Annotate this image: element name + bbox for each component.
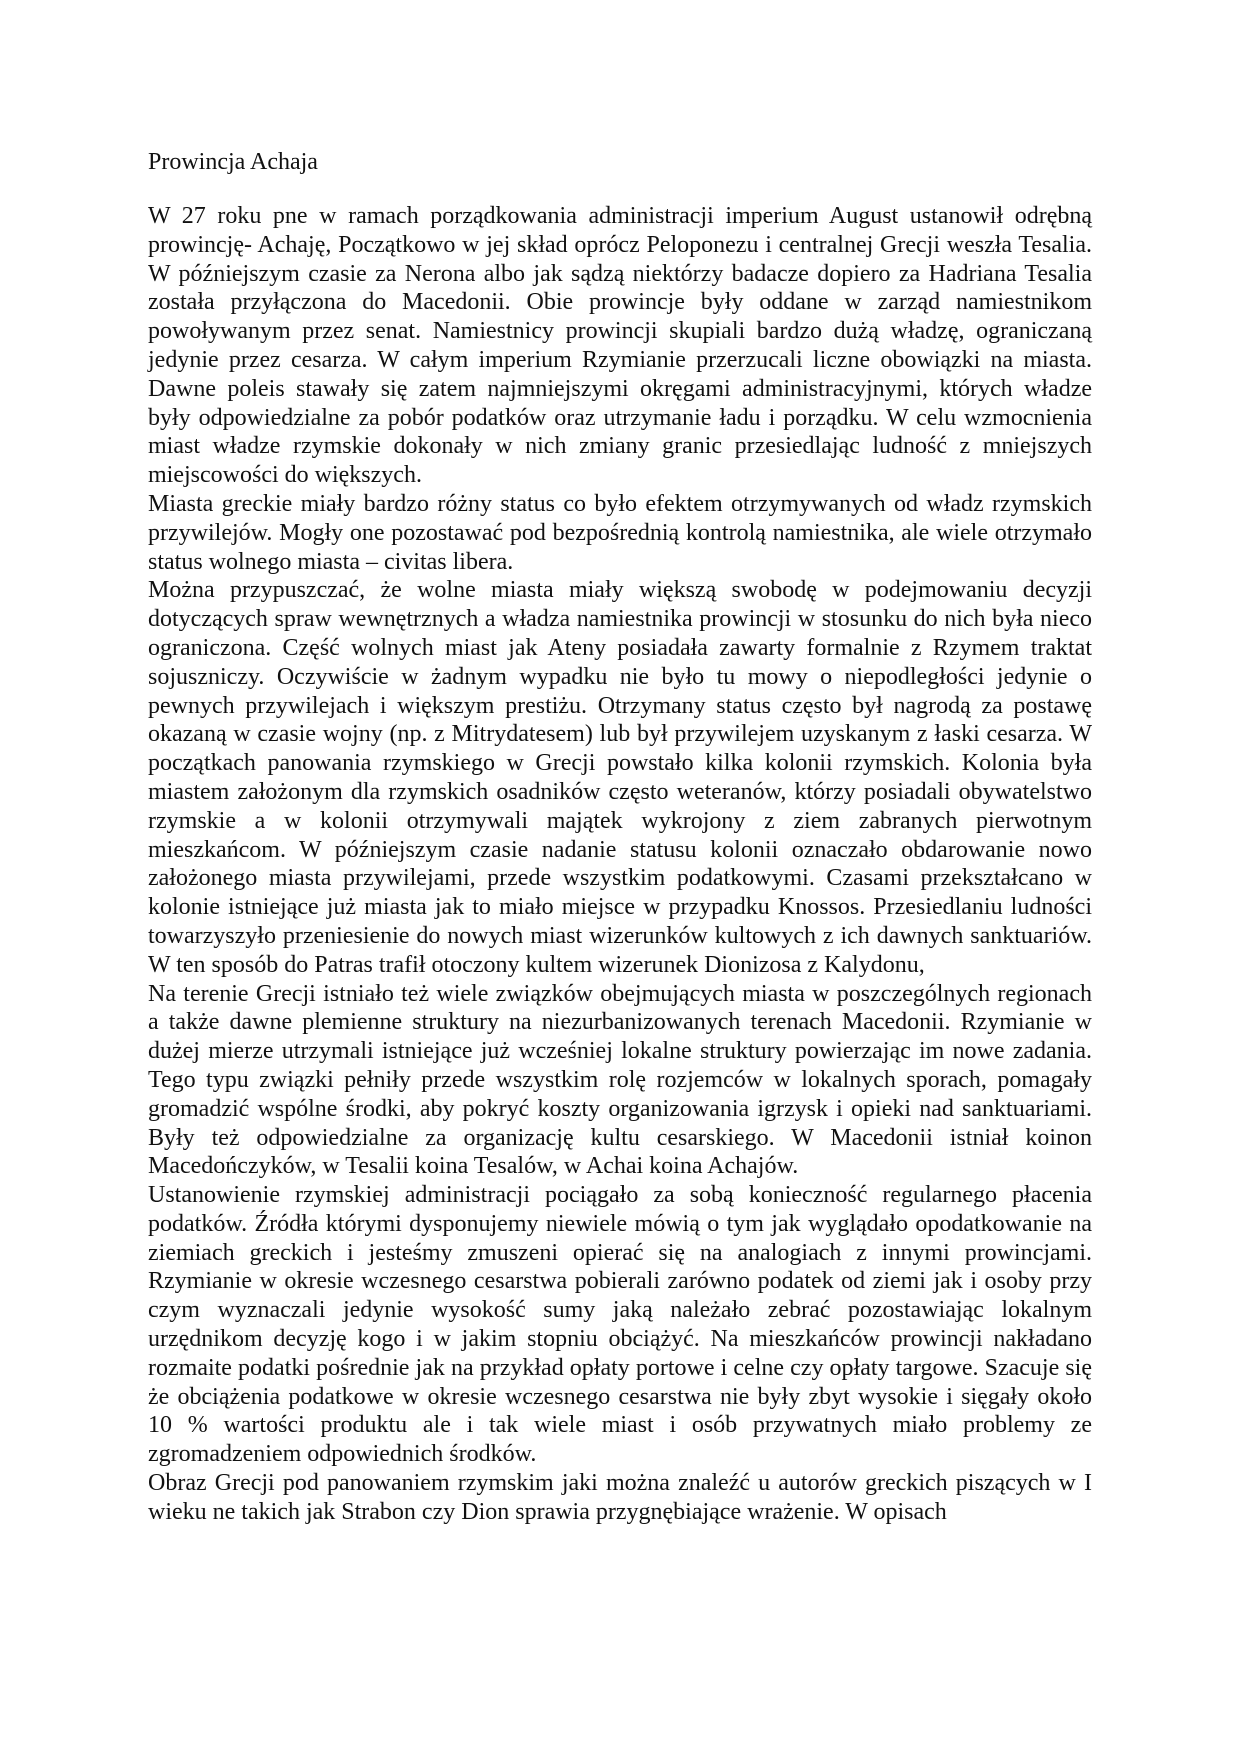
paragraph: W 27 roku pne w ramach porządkowania administracji imperium August ustanowił odrębną prowincję- Achaję, Początkowo w jej skład oprócz Peloponezu i centralnej Grecji weszła Tesalia. W późniejszym czasie za Nerona albo jak sądzą niektórzy badacze dopiero za Hadriana Tesalia została przyłączona do Macedonii. Obie prowincje były oddane w zarząd namiestnikom powoływanym przez senat. Namiestnicy prowincji skupiali bardzo dużą władzę, ograniczaną jedynie przez cesarza. W całym imperium Rzymianie przerzucali liczne obowiązki na miasta. Dawne poleis stawały się zatem najmniejszymi okręgami administracyjnymi, których władze były odpowiedzialne za pobór podatków oraz utrzymanie ładu i porządku. W celu wzmocnienia miast władze rzymskie dokonały w nich zmiany granic przesiedlając ludność z mniejszych miejscowości do większych. xyxy=(148,203,1092,489)
paragraph: Obraz Grecji pod panowaniem rzymskim jaki można znaleźć u autorów greckich piszących w I wieku ne takich jak Strabon czy Dion sprawia przygnębiające wrażenie. W opisach xyxy=(148,1470,1092,1525)
paragraph: Można przypuszczać, że wolne miasta miały większą swobodę w podejmowaniu decyzji dotyczących spraw wewnętrznych a władza namiestnika prowincji w stosunku do nich była nieco ograniczona. Część wolnych miast jak Ateny posiadała zawarty formalnie z Rzymem traktat sojuszniczy. Oczywiście w żadnym wypadku nie było tu mowy o niepodległości jedynie o pewnych przywilejach i większym prestiżu. Otrzymany status często był nagrodą za postawę okazaną w czasie wojny (np. z Mitrydatesem) lub był przywilejem uzyskanym z łaski cesarza. W początkach panowania rzymskiego w Grecji powstało kilka kolonii rzymskich. Kolonia była miastem założonym dla rzymskich osadników często weteranów, którzy posiadali obywatelstwo rzymskie a w kolonii otrzymywali majątek wykrojony z ziem zabranych pierwotnym mieszkańcom. W późniejszym czasie nadanie statusu kolonii oznaczało obdarowanie nowo założonego miasta przywilejami, przede wszystkim podatkowymi. Czasami przekształcano w kolonie istniejące już miasta jak to miało miejsce w przypadku Knossos. Przesiedlaniu ludności towarzyszyło przeniesienie do nowych miast wizerunków kultowych z ich dawnych sanktuariów. W ten sposób do Patras trafił otoczony kultem wizerunek Dionizosa z Kalydonu, xyxy=(148,577,1092,978)
paragraph: Ustanowienie rzymskiej administracji pociągało za sobą konieczność regularnego płacenia podatków. Źródła którymi dysponujemy niewiele mówią o tym jak wyglądało opodatkowanie na ziemiach greckich i jesteśmy zmuszeni opierać się na analogiach z innymi prowincjami. Rzymianie w okresie wczesnego cesarstwa pobierali zarówno podatek od ziemi jak i osoby przy czym wyznaczali jedynie wysokość sumy jaką należało zebrać pozostawiając lokalnym urzędnikom decyzję kogo i w jakim stopniu obciążyć. Na mieszkańców prowincji nakładano rozmaite podatki pośrednie jak na przykład opłaty portowe i celne czy opłaty targowe. Szacuje się że obciążenia podatkowe w okresie wczesnego cesarstwa nie były zbyt wysokie i sięgały około 10 % wartości produktu ale i tak wiele miast i osób przywatnych miało problemy ze zgromadzeniem odpowiednich środków. xyxy=(148,1182,1092,1468)
paragraph: Miasta greckie miały bardzo różny status co było efektem otrzymywanych od władz rzymskich przywilejów. Mogły one pozostawać pod bezpośrednią kontrolą namiestnika, ale wiele otrzymało status wolnego miasta – civitas libera. xyxy=(148,490,1092,575)
document-body xyxy=(148,202,1092,1527)
document-title: Prowincja Achaja xyxy=(148,149,318,175)
paragraph: Na terenie Grecji istniało też wiele związków obejmujących miasta w poszczególnych regionach a także dawne plemienne struktury na niezurbanizowanych terenach Macedonii. Rzymianie w dużej mierze utrzymali istniejące już wcześniej lokalne struktury powierzając im nowe zadania. Tego typu związki pełniły przede wszystkim rolę rozjemców w lokalnych sporach, pomagały gromadzić wspólne środki, aby pokryć koszty organizowania igrzysk i opieki nad sanktuariami. Były też odpowiedzialne za organizację kultu cesarskiego. W Macedonii istniał koinon Macedończyków, w Tesalii koina Tesalów, w Achai koina Achajów. xyxy=(148,980,1092,1180)
